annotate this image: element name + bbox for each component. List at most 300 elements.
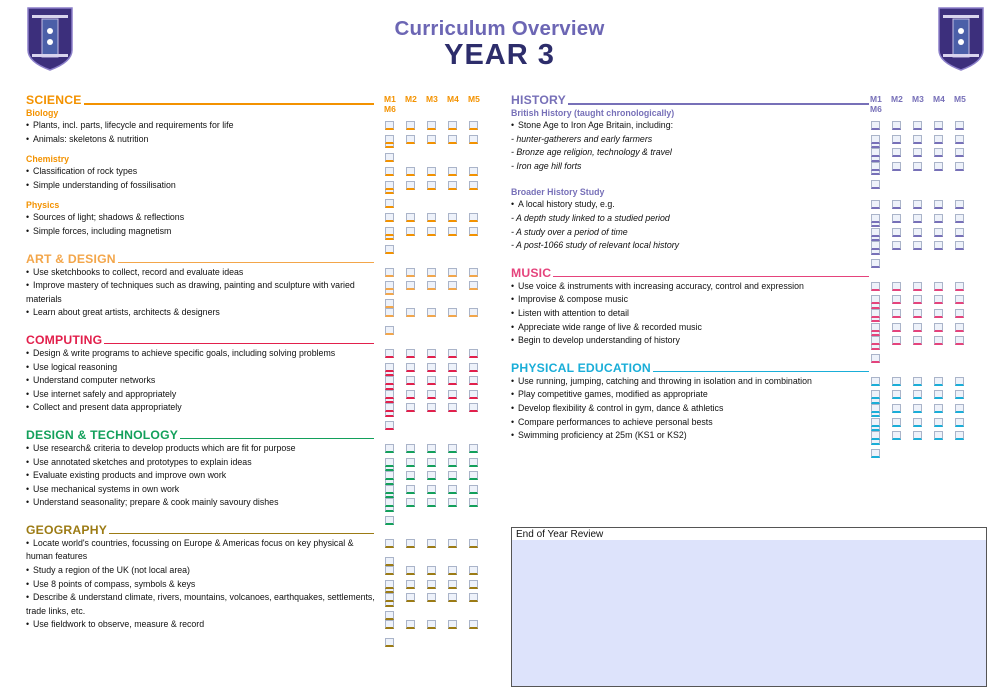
checkbox-m1[interactable]: [871, 121, 880, 130]
checkbox-m4[interactable]: [934, 214, 943, 223]
checkbox-m4[interactable]: [448, 181, 457, 190]
section-title: ART & DESIGN: [26, 251, 116, 266]
list-item: [26, 442, 496, 456]
checkbox-m2[interactable]: [892, 214, 901, 223]
bullet: •: [26, 619, 30, 630]
checkbox-m4[interactable]: [448, 227, 457, 236]
checkbox-m2[interactable]: [406, 121, 415, 130]
checkbox-m2[interactable]: [406, 620, 415, 629]
section-title: SCIENCE: [26, 93, 82, 107]
checkbox-m5[interactable]: [469, 403, 478, 412]
list-item: [511, 280, 981, 294]
item-label: Use logical reasoning: [33, 361, 118, 372]
checkbox-m2[interactable]: [892, 418, 901, 427]
checkbox-m3[interactable]: [913, 135, 922, 144]
item-label: Stone Age to Iron Age Britain, including:: [518, 120, 674, 130]
checkbox-m2[interactable]: [406, 135, 415, 144]
checkbox-m4[interactable]: [448, 485, 457, 494]
item-label: Use running, jumping, catching and throwing in isolation and in combination: [518, 375, 812, 386]
checkbox-m5[interactable]: [955, 418, 964, 427]
checkbox-m3[interactable]: [427, 308, 436, 317]
list-item-text: [511, 160, 866, 174]
review-title: End of Year Review: [512, 528, 986, 540]
checkbox-m6[interactable]: [871, 449, 880, 458]
checkbox-m5[interactable]: [469, 363, 478, 372]
item-label: Evaluate existing products and improve own work: [33, 470, 227, 481]
checkbox-m1[interactable]: [385, 444, 394, 453]
bullet: •: [511, 120, 515, 130]
checkbox-m5[interactable]: [469, 121, 478, 130]
checkbox-m4[interactable]: [448, 403, 457, 412]
checkbox-m5[interactable]: [469, 580, 478, 589]
bullet: •: [26, 402, 30, 413]
checkbox-m2[interactable]: [406, 363, 415, 372]
checkbox-m5[interactable]: [955, 241, 964, 250]
checkbox-m3[interactable]: [427, 566, 436, 575]
section-title: HISTORY: [511, 93, 566, 107]
checkbox-m3[interactable]: [427, 444, 436, 453]
list-item-text: [26, 564, 381, 578]
checkbox-m4[interactable]: [448, 580, 457, 589]
checkbox-m5[interactable]: [469, 227, 478, 236]
list-item-text: [26, 211, 381, 225]
checkbox-m2[interactable]: [406, 593, 415, 602]
checkbox-m1[interactable]: [385, 349, 394, 358]
checkbox-m3[interactable]: [427, 403, 436, 412]
checkbox-m5[interactable]: [955, 323, 964, 332]
checkbox-m1[interactable]: [871, 309, 880, 318]
checkbox-m5[interactable]: [469, 566, 478, 575]
checkbox-m2[interactable]: [406, 485, 415, 494]
checkbox-m4[interactable]: [448, 135, 457, 144]
list-item-text: [26, 618, 381, 632]
checkbox-m2[interactable]: [892, 162, 901, 171]
checkbox-m4[interactable]: [934, 228, 943, 237]
checkbox-m6[interactable]: [871, 180, 880, 189]
checkbox-m3[interactable]: [913, 418, 922, 427]
checkbox-m5[interactable]: [955, 148, 964, 157]
list-item-text: [26, 483, 381, 497]
checkbox-m3[interactable]: [913, 377, 922, 386]
checkbox-m4[interactable]: [934, 377, 943, 386]
checkbox-m1[interactable]: [385, 539, 394, 548]
checkbox-m2[interactable]: [892, 377, 901, 386]
checkbox-m3[interactable]: [913, 241, 922, 250]
checkbox-m5[interactable]: [469, 135, 478, 144]
checkbox-m1[interactable]: [871, 228, 880, 237]
checkbox-m1[interactable]: [871, 200, 880, 209]
checkbox-m4[interactable]: [934, 162, 943, 171]
checkbox-m1[interactable]: [871, 135, 880, 144]
checkbox-m1[interactable]: [385, 593, 394, 602]
list-item-text: [511, 334, 866, 348]
checkbox-m3[interactable]: [913, 323, 922, 332]
checkbox-m4[interactable]: [448, 281, 457, 290]
bullet: •: [26, 166, 30, 177]
item-label: Swimming proficiency at 25m (KS1 or KS2): [518, 430, 687, 441]
checkbox-m3[interactable]: [427, 471, 436, 480]
checkbox-m6[interactable]: [385, 153, 394, 162]
checkbox-m1[interactable]: [385, 213, 394, 222]
list-item: [511, 375, 981, 389]
item-label: Animals: skeletons & nutrition: [33, 133, 149, 144]
checkbox-m2[interactable]: [406, 566, 415, 575]
bullet: •: [26, 456, 30, 467]
checkbox-m3[interactable]: [427, 539, 436, 548]
checkbox-m4[interactable]: [448, 167, 457, 176]
checkbox-m4[interactable]: [448, 390, 457, 399]
bullet: •: [511, 430, 515, 441]
checkbox-m1[interactable]: [871, 295, 880, 304]
checkbox-m5[interactable]: [955, 121, 964, 130]
bullet: •: [26, 280, 30, 291]
checkbox-m4[interactable]: [934, 404, 943, 413]
list-item-text: [511, 212, 866, 226]
checkbox-m3[interactable]: [427, 580, 436, 589]
item-label: Classification of rock types: [33, 166, 138, 177]
checkbox-m1[interactable]: [385, 485, 394, 494]
checkbox-m1[interactable]: [385, 376, 394, 385]
checkbox-m1[interactable]: [385, 268, 394, 277]
checkbox-m2[interactable]: [892, 390, 901, 399]
checkbox-m4[interactable]: [448, 268, 457, 277]
checkbox-m3[interactable]: [427, 620, 436, 629]
checkbox-m2[interactable]: [892, 228, 901, 237]
checkbox-m3[interactable]: [913, 200, 922, 209]
section-header: [511, 360, 981, 374]
bullet: •: [26, 497, 30, 508]
bullet: •: [26, 483, 30, 494]
checkbox-m5[interactable]: [469, 539, 478, 548]
list-item-text: [511, 226, 866, 240]
bullet: •: [26, 375, 30, 386]
bullet: •: [26, 307, 30, 318]
checkbox-m4[interactable]: [448, 458, 457, 467]
checkbox-m1[interactable]: [385, 620, 394, 629]
month-headers: [384, 94, 496, 114]
checkbox-m1[interactable]: [385, 363, 394, 372]
checkbox-m5[interactable]: [469, 593, 478, 602]
checkbox-m3[interactable]: [913, 148, 922, 157]
checkbox-m2[interactable]: [892, 404, 901, 413]
checkbox-m2[interactable]: [892, 135, 901, 144]
list-item-text: [511, 198, 866, 212]
list-item: [26, 388, 496, 402]
checkbox-m1[interactable]: [871, 390, 880, 399]
checkbox-m2[interactable]: [406, 390, 415, 399]
checkbox-m4[interactable]: [448, 620, 457, 629]
checkbox-m5[interactable]: [469, 268, 478, 277]
checkbox-m4[interactable]: [934, 121, 943, 130]
item-label: - Bronze age religion, technology & travel: [511, 147, 672, 158]
checkbox-m4[interactable]: [448, 349, 457, 358]
checkbox-m3[interactable]: [913, 336, 922, 345]
checkbox-m2[interactable]: [406, 444, 415, 453]
checkbox-m4[interactable]: [448, 498, 457, 507]
checkbox-m5[interactable]: [955, 431, 964, 440]
checkbox-m5[interactable]: [469, 485, 478, 494]
list-item-text: [511, 375, 866, 389]
end-of-year-review-box[interactable]: [511, 527, 987, 687]
checkbox-m3[interactable]: [913, 121, 922, 130]
list-item: [26, 165, 496, 179]
checkbox-m1[interactable]: [871, 431, 880, 440]
checkbox-m5[interactable]: [469, 376, 478, 385]
checkbox-m5[interactable]: [469, 444, 478, 453]
bullet: •: [26, 592, 30, 603]
checkbox-m2[interactable]: [892, 282, 901, 291]
checkbox-m1[interactable]: [385, 121, 394, 130]
checkbox-m2[interactable]: [406, 580, 415, 589]
checkbox-m3[interactable]: [913, 228, 922, 237]
bullet: •: [511, 335, 515, 346]
checkbox-m2[interactable]: [406, 167, 415, 176]
section-header: [26, 427, 496, 441]
section-title: PHYSICAL EDUCATION: [511, 360, 651, 375]
checkbox-m1[interactable]: [385, 458, 394, 467]
list-item-text: [511, 402, 866, 416]
month-label: M5: [468, 94, 480, 104]
checkbox-m3[interactable]: [913, 295, 922, 304]
list-item-text: [511, 133, 866, 147]
checkbox-m3[interactable]: [913, 309, 922, 318]
bullet: •: [26, 120, 30, 130]
list-item-text: [26, 306, 381, 320]
checkbox-m2[interactable]: [406, 281, 415, 290]
checkbox-m4[interactable]: [934, 148, 943, 157]
checkbox-m5[interactable]: [955, 135, 964, 144]
list-item-text: [511, 388, 866, 402]
bullet: •: [26, 470, 30, 481]
subsection-heading: British History (taught chronologically): [511, 108, 675, 118]
checkbox-m5[interactable]: [469, 620, 478, 629]
checkbox-m4[interactable]: [934, 282, 943, 291]
checkbox-m4[interactable]: [934, 200, 943, 209]
bullet: •: [26, 537, 30, 548]
bullet: •: [511, 375, 515, 386]
item-label: Use fieldwork to observe, measure & record: [33, 619, 205, 630]
checkbox-m1[interactable]: [385, 403, 394, 412]
checkbox-m1[interactable]: [385, 580, 394, 589]
checkbox-m5[interactable]: [955, 309, 964, 318]
checkbox-m1[interactable]: [871, 336, 880, 345]
checkbox-m2[interactable]: [406, 181, 415, 190]
list-item: [511, 226, 981, 240]
list-item: [26, 401, 496, 415]
item-label: Appreciate wide range of live & recorded music: [518, 321, 702, 332]
checkbox-m3[interactable]: [427, 390, 436, 399]
checkbox-m5[interactable]: [955, 390, 964, 399]
list-item-text: [26, 165, 381, 179]
checkbox-m3[interactable]: [913, 282, 922, 291]
checkbox-m3[interactable]: [427, 227, 436, 236]
bullet: •: [26, 266, 30, 277]
list-item-text: [26, 388, 381, 402]
checkbox-m4[interactable]: [448, 363, 457, 372]
checkbox-m2[interactable]: [406, 268, 415, 277]
checkbox-m3[interactable]: [427, 458, 436, 467]
checkbox-m3[interactable]: [427, 167, 436, 176]
checkbox-m2[interactable]: [406, 498, 415, 507]
checkbox-m1[interactable]: [385, 181, 394, 190]
list-item: [511, 146, 981, 160]
checkbox-m4[interactable]: [448, 566, 457, 575]
item-label: Use research& criteria to develop products which are fit for purpose: [33, 442, 296, 453]
checkbox-m1[interactable]: [385, 135, 394, 144]
checkbox-m3[interactable]: [427, 213, 436, 222]
checkbox-m4[interactable]: [934, 390, 943, 399]
checkbox-m2[interactable]: [892, 431, 901, 440]
month-label: M6: [870, 104, 882, 114]
checkbox-m3[interactable]: [427, 376, 436, 385]
checkbox-m5[interactable]: [469, 181, 478, 190]
page-subtitle: Curriculum Overview: [394, 17, 605, 40]
checkbox-m2[interactable]: [406, 227, 415, 236]
checkbox-m3[interactable]: [913, 390, 922, 399]
checkbox-m2[interactable]: [406, 403, 415, 412]
checkbox-m5[interactable]: [955, 214, 964, 223]
checkbox-m3[interactable]: [427, 281, 436, 290]
list-item: [26, 266, 496, 280]
checkbox-m6[interactable]: [385, 638, 394, 647]
checkbox-m3[interactable]: [427, 498, 436, 507]
checkbox-m1[interactable]: [871, 404, 880, 413]
checkbox-m2[interactable]: [892, 200, 901, 209]
checkbox-m2[interactable]: [406, 213, 415, 222]
checkbox-m1[interactable]: [385, 471, 394, 480]
month-label: M1: [384, 94, 396, 104]
checkbox-m5[interactable]: [469, 281, 478, 290]
list-item: [26, 578, 496, 592]
item-label: Learn about great artists, architects & designers: [33, 307, 220, 318]
checkbox-m2[interactable]: [892, 148, 901, 157]
checkbox-m3[interactable]: [427, 181, 436, 190]
checkbox-m1[interactable]: [871, 148, 880, 157]
checkbox-m3[interactable]: [427, 349, 436, 358]
checkbox-m2[interactable]: [892, 323, 901, 332]
checkbox-m1[interactable]: [385, 167, 394, 176]
checkbox-m3[interactable]: [427, 593, 436, 602]
checkbox-m2[interactable]: [406, 471, 415, 480]
checkbox-m1[interactable]: [871, 418, 880, 427]
checkbox-m1[interactable]: [385, 308, 394, 317]
month-label: M3: [426, 94, 438, 104]
checkbox-m5[interactable]: [469, 349, 478, 358]
checkbox-m5[interactable]: [469, 390, 478, 399]
checkbox-m4[interactable]: [934, 241, 943, 250]
checkbox-m2[interactable]: [892, 295, 901, 304]
checkbox-m4[interactable]: [934, 323, 943, 332]
checkbox-m4[interactable]: [448, 471, 457, 480]
checkbox-m4[interactable]: [934, 418, 943, 427]
checkbox-m2[interactable]: [892, 241, 901, 250]
checkbox-m1[interactable]: [871, 214, 880, 223]
checkbox-m2[interactable]: [892, 336, 901, 345]
checkbox-m5[interactable]: [955, 404, 964, 413]
checkbox-m5[interactable]: [955, 377, 964, 386]
checkbox-m1[interactable]: [385, 498, 394, 507]
checkbox-m4[interactable]: [448, 593, 457, 602]
checkbox-m5[interactable]: [955, 200, 964, 209]
checkbox-m1[interactable]: [385, 566, 394, 575]
checkbox-m3[interactable]: [913, 431, 922, 440]
bullet: •: [26, 212, 30, 223]
checkbox-m2[interactable]: [892, 309, 901, 318]
checkbox-m2[interactable]: [406, 458, 415, 467]
checkbox-m3[interactable]: [427, 121, 436, 130]
checkbox-m1[interactable]: [871, 323, 880, 332]
checkbox-m1[interactable]: [871, 377, 880, 386]
checkbox-m3[interactable]: [913, 162, 922, 171]
checkbox-m3[interactable]: [427, 268, 436, 277]
checkbox-m4[interactable]: [934, 135, 943, 144]
checkbox-m3[interactable]: [427, 135, 436, 144]
checkbox-m1[interactable]: [385, 227, 394, 236]
checkbox-m5[interactable]: [955, 162, 964, 171]
checkbox-m3[interactable]: [427, 363, 436, 372]
checkbox-m5[interactable]: [955, 282, 964, 291]
list-item-text: [26, 496, 381, 510]
checkbox-m5[interactable]: [955, 295, 964, 304]
checkbox-m2[interactable]: [406, 539, 415, 548]
checkbox-m5[interactable]: [469, 213, 478, 222]
bullet: •: [26, 565, 30, 576]
checkbox-m3[interactable]: [913, 214, 922, 223]
checkbox-m4[interactable]: [934, 295, 943, 304]
checkbox-m4[interactable]: [448, 376, 457, 385]
checkbox-m5[interactable]: [469, 458, 478, 467]
item-label: Listen with attention to detail: [518, 307, 630, 318]
checkbox-m3[interactable]: [427, 485, 436, 494]
list-item: [26, 347, 496, 361]
checkbox-m4[interactable]: [934, 309, 943, 318]
checkbox-m1[interactable]: [871, 282, 880, 291]
list-item-text: [26, 401, 381, 415]
checkbox-m4[interactable]: [448, 121, 457, 130]
checkbox-m2[interactable]: [406, 349, 415, 358]
checkbox-m6[interactable]: [385, 199, 394, 208]
checkbox-m3[interactable]: [913, 404, 922, 413]
checkbox-m2[interactable]: [406, 308, 415, 317]
checkbox-m2[interactable]: [406, 376, 415, 385]
checkbox-m4[interactable]: [448, 539, 457, 548]
list-item: [511, 334, 981, 348]
item-label: Improve mastery of techniques such as drawing, painting and sculpture with varied materials: [26, 280, 355, 304]
item-label: A local history study, e.g.: [518, 199, 615, 210]
item-label: Simple forces, including magnetism: [33, 225, 172, 236]
checkbox-m1[interactable]: [385, 390, 394, 399]
checkbox-m5[interactable]: [955, 228, 964, 237]
checkbox-m5[interactable]: [469, 471, 478, 480]
checkbox-m2[interactable]: [892, 121, 901, 130]
item-label: Collect and present data appropriately: [33, 402, 182, 413]
checkbox-m4[interactable]: [448, 444, 457, 453]
checkbox-m1[interactable]: [385, 281, 394, 290]
checkbox-m5[interactable]: [955, 336, 964, 345]
checkbox-m1[interactable]: [871, 162, 880, 171]
list-item: [26, 591, 496, 618]
checkbox-m4[interactable]: [934, 336, 943, 345]
checkbox-m5[interactable]: [469, 498, 478, 507]
checkbox-m5[interactable]: [469, 167, 478, 176]
checkbox-m4[interactable]: [934, 431, 943, 440]
checkbox-m5[interactable]: [469, 308, 478, 317]
checkbox-m4[interactable]: [448, 308, 457, 317]
item-label: Sources of light; shadows & reflections: [33, 212, 185, 223]
checkbox-m1[interactable]: [871, 241, 880, 250]
list-item: [511, 321, 981, 335]
checkbox-m4[interactable]: [448, 213, 457, 222]
